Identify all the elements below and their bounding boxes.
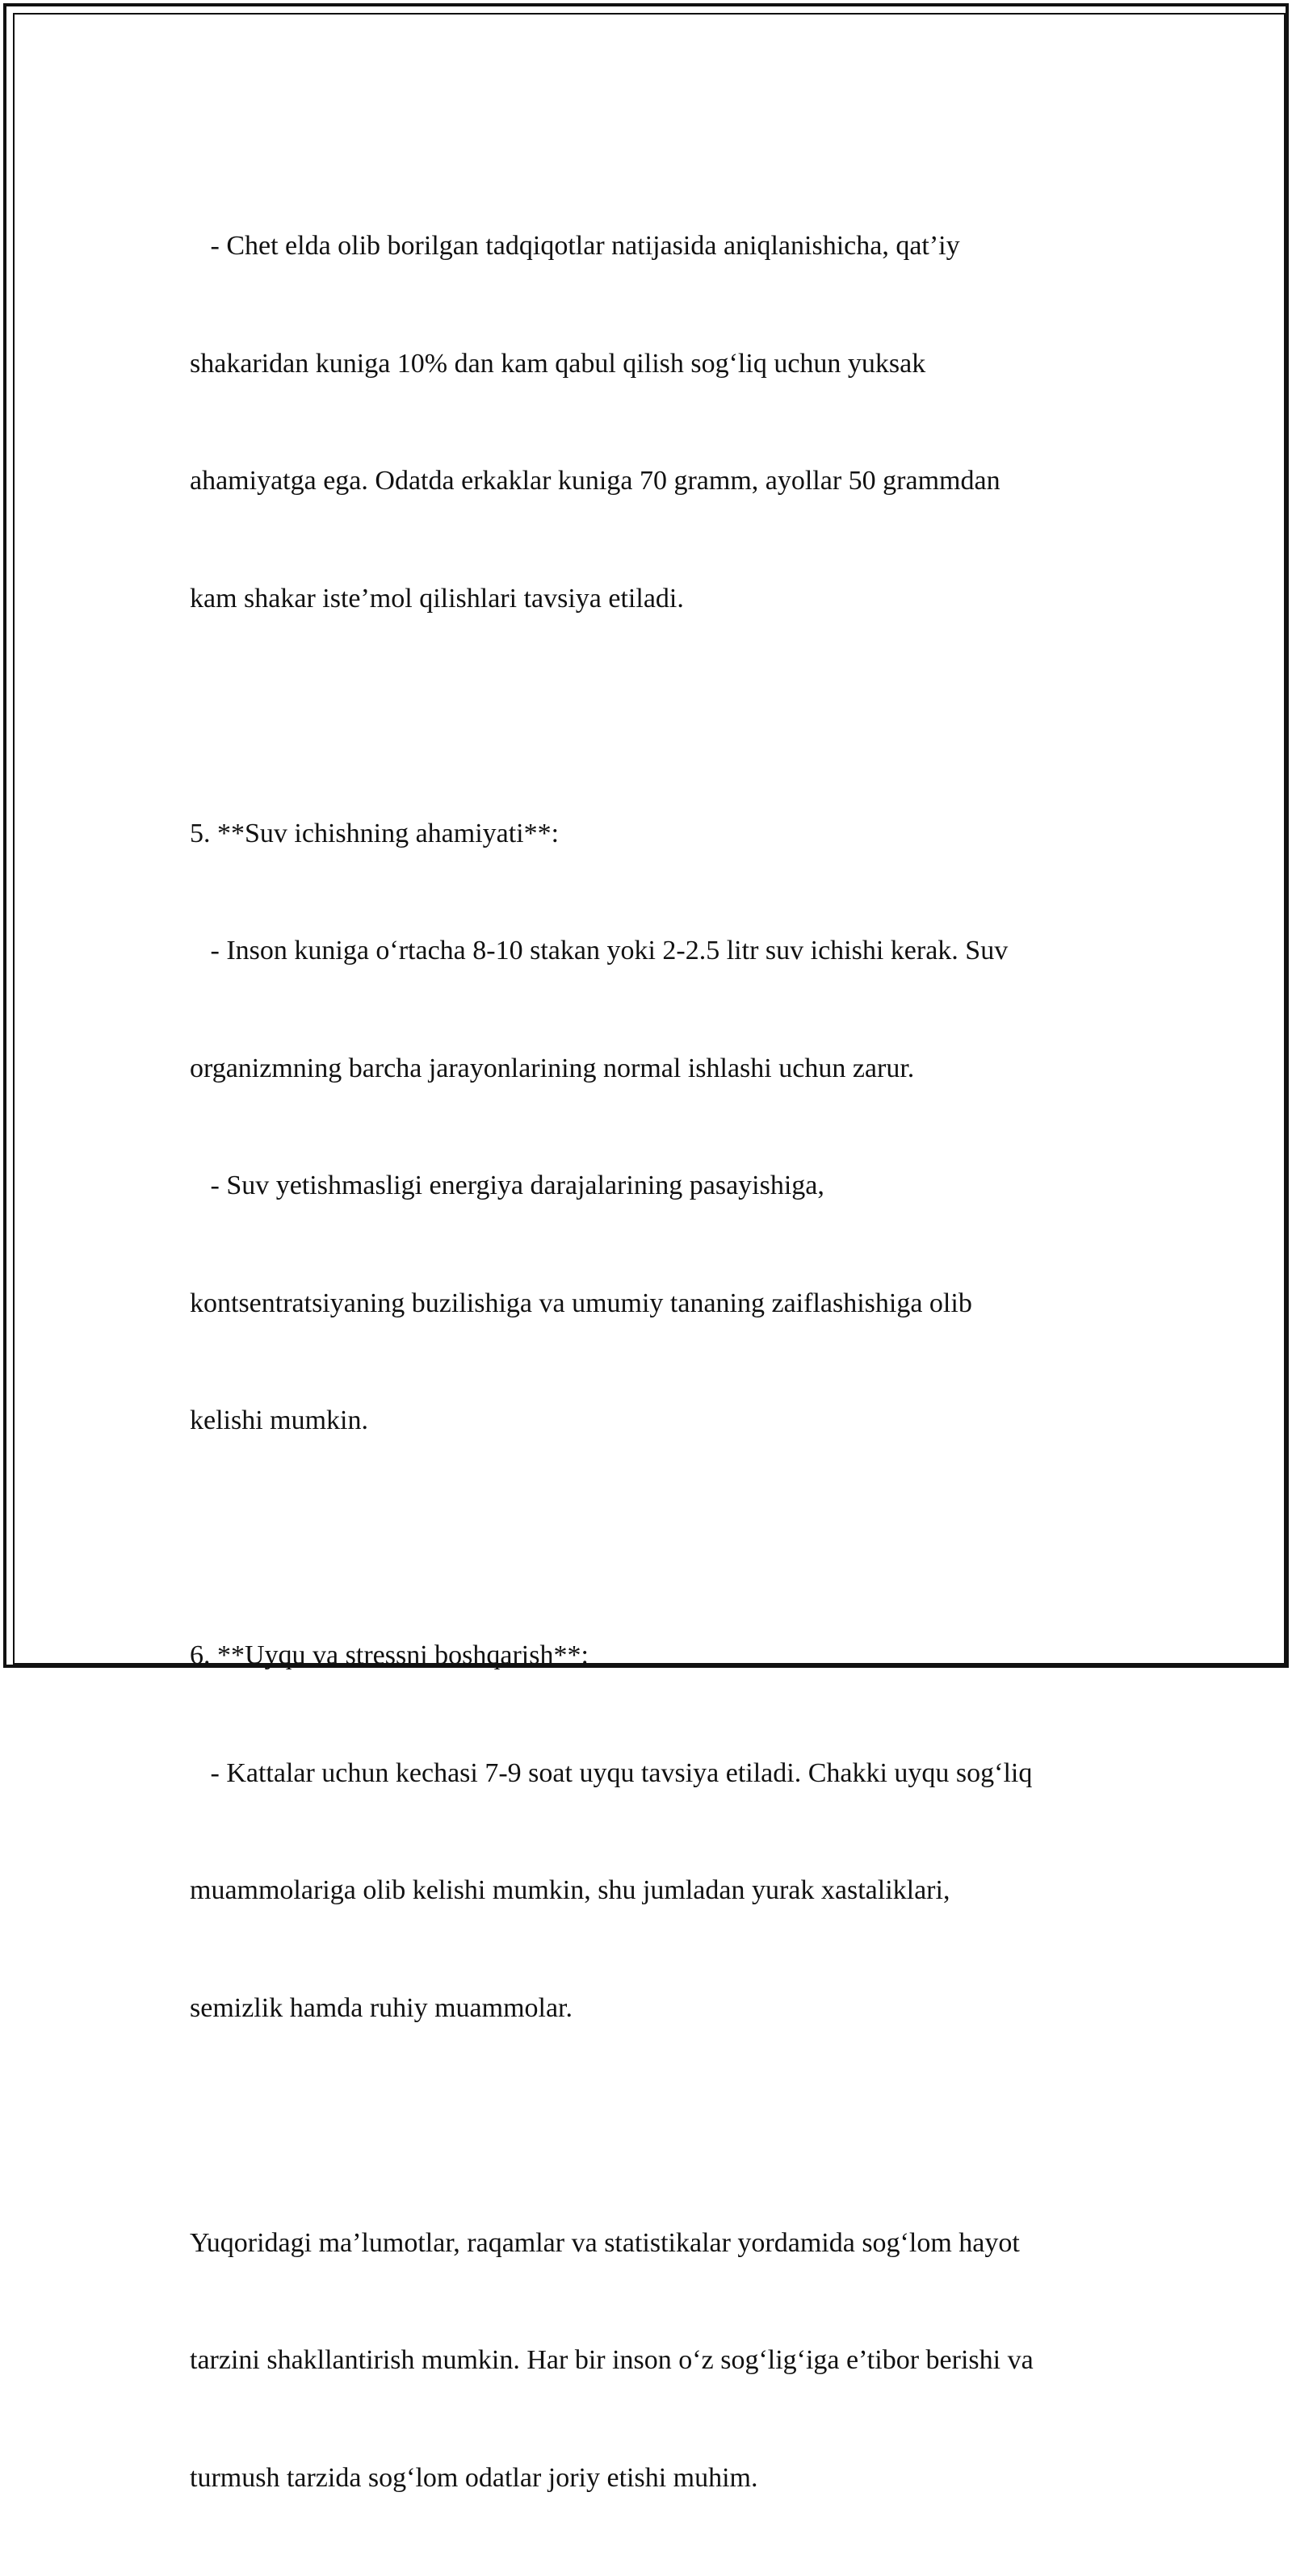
section-water — [190, 736, 1130, 1519]
paragraph-conclusion — [190, 2146, 1130, 2576]
text-line: kelishi mumkin. — [190, 1401, 1130, 1441]
text-line: kam shakar iste’mol qilishlari tavsiya etiladi. — [190, 580, 1130, 619]
text-line: shakaridan kuniga 10% dan kam qabul qilish sog‘liq uchun yuksak — [190, 345, 1130, 384]
text-line: muammolariga olib kelishi mumkin, shu jumladan yurak xastaliklari, — [190, 1871, 1130, 1911]
text-line: organizmning barcha jarayonlarining normal ishlashi uchun zarur. — [190, 1049, 1130, 1089]
text-line: - Chet elda olib borilgan tadqiqotlar natijasida aniqlanishicha, qat’iy — [190, 227, 1130, 266]
section-heading: 6. **Uyqu va stressni boshqarish**: — [190, 1636, 1130, 1676]
section-heading: 5. **Suv ichishning ahamiyati**: — [190, 815, 1130, 854]
text-line: - Suv yetishmasligi energiya darajalarining pasayishiga, — [190, 1167, 1130, 1206]
text-line: tarzini shakllantirish mumkin. Har bir inson o‘z sog‘lig‘iga e’tibor berishi va — [190, 2341, 1130, 2381]
text-line: turmush tarzida sog‘lom odatlar joriy etishi muhim. — [190, 2459, 1130, 2499]
section-sleep-stress — [190, 1558, 1130, 2106]
text-line: semizlik hamda ruhiy muammolar. — [190, 1989, 1130, 2029]
text-line: kontsentratsiyaning buzilishiga va umumiy tananing zaiflashishiga olib — [190, 1284, 1130, 1324]
text-line: Yuqoridagi ma’lumotlar, raqamlar va statistikalar yordamida sog‘lom hayot — [190, 2224, 1130, 2264]
text-line: - Inson kuniga o‘rtacha 8-10 stakan yoki 2-2.5 litr suv ichishi kerak. Suv — [190, 932, 1130, 971]
document-body — [190, 149, 1130, 2576]
text-line: - Kattalar uchun kechasi 7-9 soat uyqu tavsiya etiladi. Chakki uyqu sog‘liq — [190, 1754, 1130, 1794]
text-line: ahamiyatga ega. Odatda erkaklar kuniga 70 gramm, ayollar 50 grammdan — [190, 462, 1130, 501]
paragraph-sugar-intake — [190, 149, 1130, 697]
